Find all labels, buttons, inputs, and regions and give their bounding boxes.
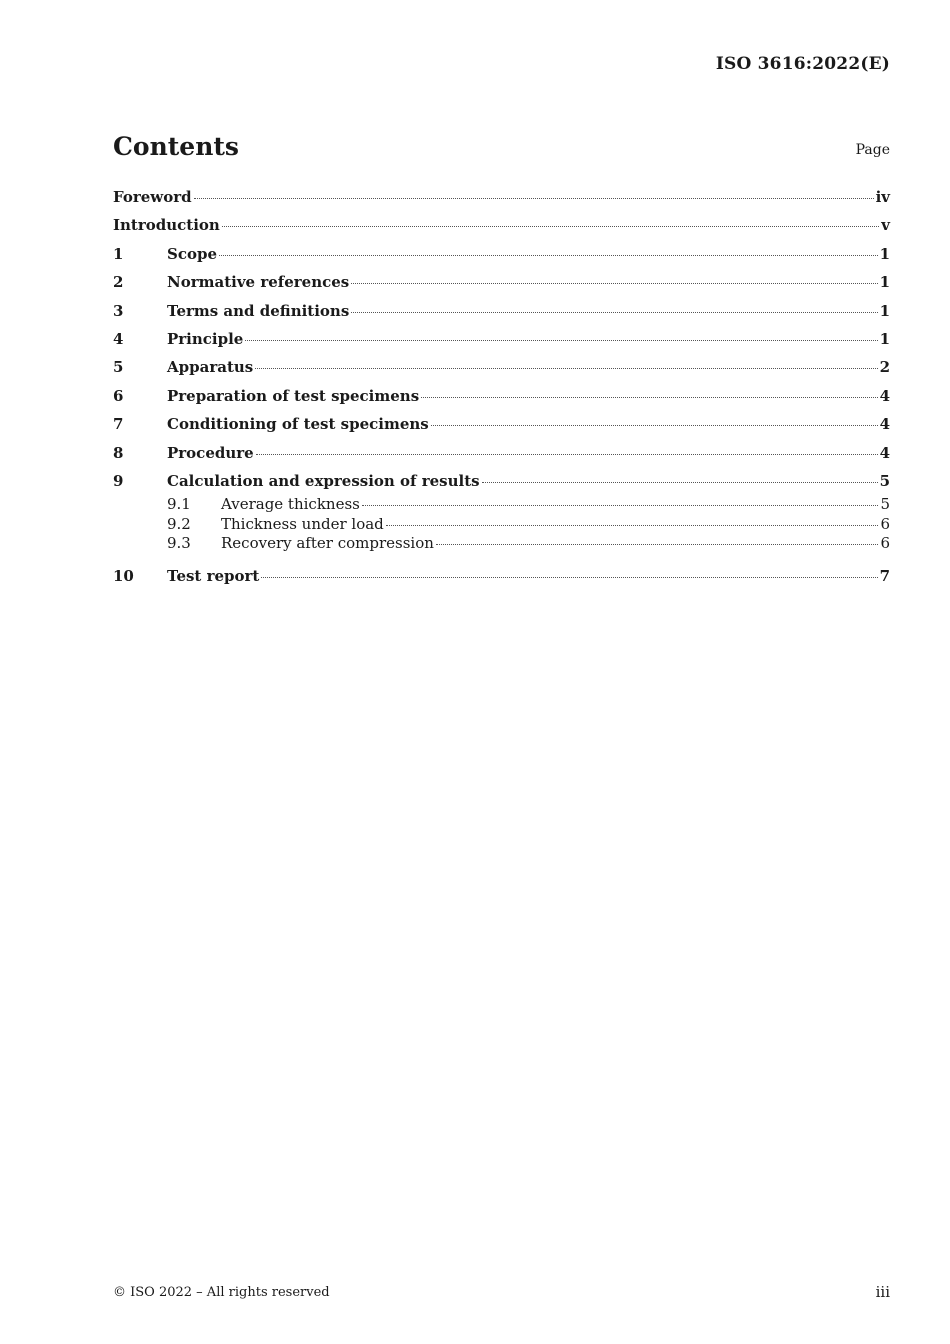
toc-entry-number: 9.3 xyxy=(167,534,191,553)
toc-entry-page: 1 xyxy=(879,329,890,348)
toc-entry-page: 5 xyxy=(880,495,890,514)
toc-leader-dots xyxy=(386,525,879,526)
toc-subentry-recovery-after-compression[interactable] xyxy=(113,534,890,554)
toc-leader-dots xyxy=(431,425,878,426)
toc-entry-number: 4 xyxy=(113,329,124,348)
toc-subentry-thickness-under-load[interactable] xyxy=(113,515,890,535)
toc-entry-test-report[interactable] xyxy=(113,562,890,590)
toc-leader-dots xyxy=(421,397,877,398)
toc-entry-principle[interactable] xyxy=(113,325,890,353)
toc-leader-dots xyxy=(482,482,878,483)
toc-entry-title: Scope xyxy=(167,244,218,263)
toc-leader-dots xyxy=(261,577,877,578)
toc-entry-preparation-of-test-specimens[interactable] xyxy=(113,382,890,410)
toc-entry-title: Principle xyxy=(167,329,244,348)
toc-entry-number: 10 xyxy=(113,566,134,585)
toc-entry-page: v xyxy=(881,216,890,235)
toc-entry-scope[interactable] xyxy=(113,240,890,268)
toc-leader-dots xyxy=(255,368,877,369)
toc-leader-dots xyxy=(436,544,879,545)
toc-entry-apparatus[interactable] xyxy=(113,353,890,381)
toc-entry-number: 3 xyxy=(113,301,124,320)
toc-entry-number: 2 xyxy=(113,273,124,292)
toc-entry-calculation-and-expression-of-results[interactable] xyxy=(113,467,890,495)
toc-entry-number: 9.2 xyxy=(167,514,191,533)
table-of-contents xyxy=(113,183,890,590)
toc-entry-terms-and-definitions[interactable] xyxy=(113,297,890,325)
toc-entry-conditioning-of-test-specimens[interactable] xyxy=(113,410,890,438)
toc-entry-foreword[interactable] xyxy=(113,183,890,211)
page-column-label: Page xyxy=(855,142,890,158)
contents-heading: Contents xyxy=(113,132,240,161)
toc-entry-page: 7 xyxy=(879,566,890,585)
document-id: ISO 3616:2022(E) xyxy=(715,54,890,74)
toc-entry-title: Terms and definitions xyxy=(167,301,350,320)
toc-leader-dots xyxy=(362,505,879,506)
toc-entry-page: 1 xyxy=(879,244,890,263)
toc-subentry-average-thickness[interactable] xyxy=(113,495,890,515)
footer-page-number: iii xyxy=(875,1283,890,1301)
toc-entry-number: 8 xyxy=(113,443,124,462)
toc-entry-number: 7 xyxy=(113,415,124,434)
toc-entry-number: 5 xyxy=(113,358,124,377)
footer-copyright: © ISO 2022 – All rights reserved xyxy=(113,1285,330,1300)
toc-entry-number: 9 xyxy=(113,471,124,490)
toc-entry-page: 1 xyxy=(879,273,890,292)
toc-leader-dots xyxy=(351,312,877,313)
toc-leader-dots xyxy=(245,340,877,341)
toc-entry-page: 1 xyxy=(879,301,890,320)
toc-entry-title: Calculation and expression of results xyxy=(167,471,480,490)
toc-leader-dots xyxy=(351,283,877,284)
toc-entry-title: Preparation of test specimens xyxy=(167,386,420,405)
toc-entry-title: Recovery after compression xyxy=(221,534,434,553)
toc-leader-dots xyxy=(222,226,879,227)
toc-leader-dots xyxy=(194,198,874,199)
toc-entry-title: Introduction xyxy=(113,216,220,235)
toc-entry-procedure[interactable] xyxy=(113,439,890,467)
toc-entry-page: 6 xyxy=(880,514,890,533)
toc-entry-page: 4 xyxy=(879,443,890,462)
toc-entry-number: 1 xyxy=(113,244,124,263)
toc-entry-title: Foreword xyxy=(113,188,192,206)
toc-entry-title: Thickness under load xyxy=(221,514,384,533)
toc-entry-title: Normative references xyxy=(167,273,350,292)
toc-entry-title: Average thickness xyxy=(221,495,360,514)
toc-entry-page: 5 xyxy=(879,471,890,490)
toc-entry-title: Conditioning of test specimens xyxy=(167,415,429,434)
toc-entry-page: 2 xyxy=(879,358,890,377)
toc-entry-title: Procedure xyxy=(167,443,254,462)
toc-entry-page: 6 xyxy=(880,534,890,553)
toc-entry-introduction[interactable] xyxy=(113,211,890,239)
toc-entry-page: 4 xyxy=(879,415,890,434)
toc-entry-number: 6 xyxy=(113,386,124,405)
toc-leader-dots xyxy=(219,255,878,256)
toc-entry-title: Test report xyxy=(167,566,260,585)
toc-entry-title: Apparatus xyxy=(167,358,254,377)
toc-entry-page: 4 xyxy=(879,386,890,405)
toc-entry-number: 9.1 xyxy=(167,495,191,514)
toc-entry-page: iv xyxy=(875,188,890,206)
toc-entry-normative-references[interactable] xyxy=(113,268,890,296)
toc-leader-dots xyxy=(256,454,878,455)
